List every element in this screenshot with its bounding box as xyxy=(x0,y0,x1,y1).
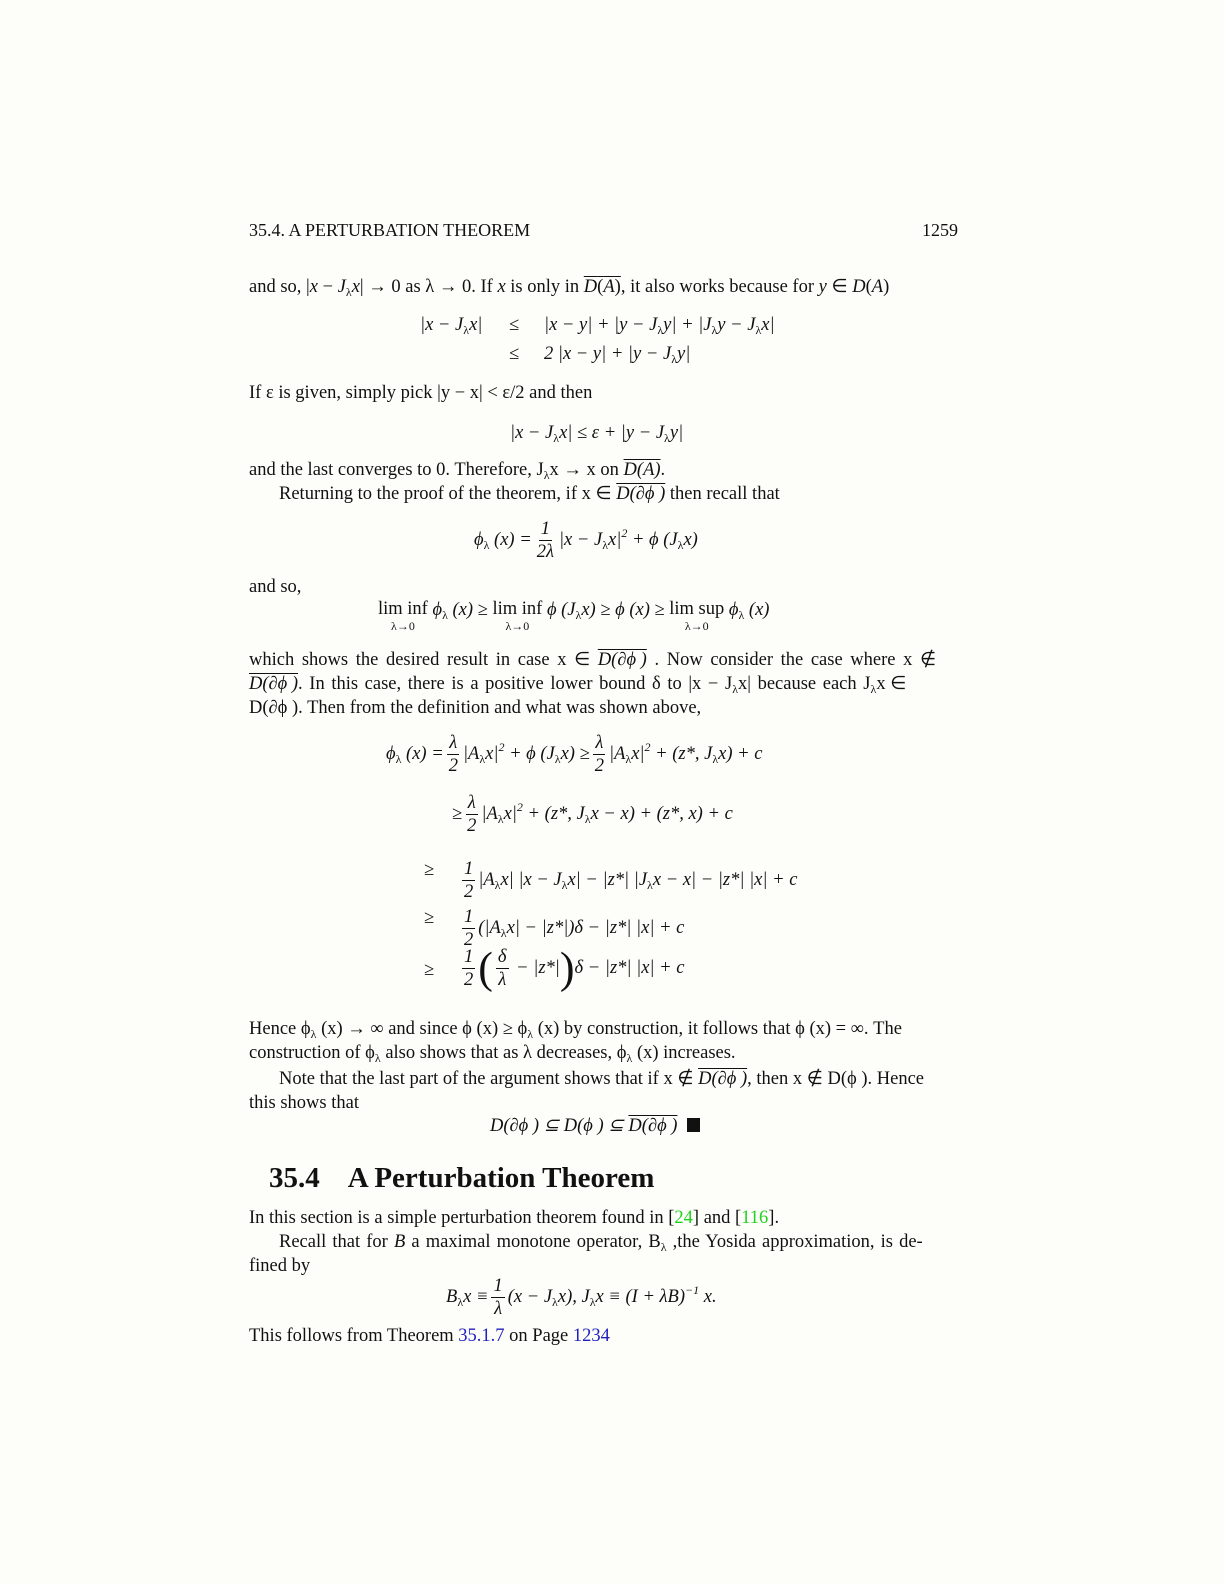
follows-line xyxy=(249,1324,610,1348)
text: which shows the desired result in case x ∈ xyxy=(249,650,598,670)
text: a maximal monotone operator, B xyxy=(405,1232,661,1252)
subscript: λ xyxy=(500,925,507,940)
text: then recall that xyxy=(665,484,780,504)
eq1-rhs-2 xyxy=(544,342,690,371)
math: x ≡ xyxy=(463,1286,489,1307)
paragraph-6-line-3: D(∂ϕ ). Then from the definition and what was shown above, xyxy=(249,698,702,718)
math: y| xyxy=(677,344,691,364)
math: |A xyxy=(478,869,495,890)
citation-link-24[interactable]: 24 xyxy=(674,1208,693,1228)
eq1-rel-2: ≤ xyxy=(509,344,520,364)
subscript: λ xyxy=(345,285,352,299)
text: , then x ∉ D(ϕ ). Hence xyxy=(747,1069,925,1089)
closure-D-dphi: D(∂ϕ ) xyxy=(698,1069,748,1089)
math: + (z*, J xyxy=(650,743,713,764)
math: |x − J xyxy=(510,423,554,443)
subscript: λ xyxy=(552,1294,558,1309)
math: ϕ xyxy=(474,529,484,550)
text: Hence ϕ xyxy=(249,1019,311,1039)
numerator: λ xyxy=(467,793,476,813)
numerator: δ xyxy=(497,947,507,967)
text: on Page xyxy=(504,1326,573,1346)
operator: lim inf xyxy=(492,599,543,619)
eq5-line-5-rel: ≥ xyxy=(424,960,435,980)
math: x) ≥ ϕ (x) ≥ xyxy=(581,600,670,620)
math: |x − J xyxy=(558,529,603,550)
numerator: 1 xyxy=(540,519,550,539)
text: and the last converges to 0. Therefore, J xyxy=(249,460,544,480)
subscript: λ xyxy=(497,811,504,826)
text: This follows from Theorem xyxy=(249,1326,459,1346)
section-title: A Perturbation Theorem xyxy=(347,1162,655,1194)
math: y| xyxy=(669,423,684,443)
denominator: 2 xyxy=(464,970,474,990)
superscript: 2 xyxy=(516,799,523,814)
liminf-2 xyxy=(492,598,542,632)
var: x xyxy=(309,277,318,297)
paragraph-1 xyxy=(249,275,889,304)
closure-D-dphi: D(∂ϕ ) xyxy=(616,484,666,504)
text: ) xyxy=(614,277,621,297)
text: ) xyxy=(883,277,890,297)
right-paren: ) xyxy=(559,943,575,993)
math: B xyxy=(446,1286,458,1307)
numerator: 1 xyxy=(464,947,474,967)
subscript: λ xyxy=(494,877,501,892)
numerator: 1 xyxy=(464,859,474,879)
text: (x) by construction, it follows that ϕ (x) = ∞. The xyxy=(533,1019,902,1039)
text: − xyxy=(317,277,338,297)
fraction xyxy=(593,732,606,777)
closure-D-A xyxy=(584,277,621,297)
text: ∈ xyxy=(826,277,853,297)
page-number: 1259 xyxy=(922,220,958,240)
var: y xyxy=(818,277,827,297)
subscript: λ xyxy=(374,1051,381,1065)
subscript: λ xyxy=(647,877,653,892)
eq5-line-5 xyxy=(459,943,685,993)
text: x| because each J xyxy=(738,674,871,694)
subscript: λ xyxy=(671,352,678,366)
math: δ − |z*| |x| + c xyxy=(574,957,685,978)
subscript: λ xyxy=(527,1027,534,1041)
math: ϕ (J xyxy=(546,600,576,620)
subscript: λ xyxy=(660,1240,667,1254)
math: x| xyxy=(469,315,483,335)
math: x) ≥ xyxy=(560,743,590,764)
eq5-line-1 xyxy=(386,732,762,777)
paragraph-8-line-2: this shows that xyxy=(249,1093,359,1113)
math: + ϕ (J xyxy=(627,529,678,550)
subscript: λ xyxy=(625,751,632,766)
closure-D-dphi: D(∂ϕ ) xyxy=(597,650,647,670)
subscript: λ xyxy=(870,682,877,696)
math: x| xyxy=(485,743,499,764)
text: construction of ϕ xyxy=(249,1043,375,1063)
subscript: λ xyxy=(657,323,664,337)
denominator: λ xyxy=(498,970,507,990)
operator: lim sup xyxy=(669,599,725,619)
recall-line-2: fined by xyxy=(249,1256,311,1276)
eq7 xyxy=(446,1275,717,1320)
denominator: 2 xyxy=(464,882,474,902)
math: y − J xyxy=(717,315,756,335)
var: B xyxy=(393,1232,406,1252)
text: ( xyxy=(865,277,872,297)
superscript: −1 xyxy=(685,1282,700,1297)
subscript: λ xyxy=(677,537,684,552)
math: x − x) + (z*, x) + c xyxy=(590,803,733,824)
qed-square-icon xyxy=(687,1118,700,1132)
fraction xyxy=(465,792,478,837)
math: |x − y| + |y − J xyxy=(544,315,658,335)
math: x ≡ (I + λB) xyxy=(595,1286,686,1307)
var: D xyxy=(583,277,598,297)
math: |A xyxy=(609,743,626,764)
fraction xyxy=(535,518,556,563)
subscript: λ xyxy=(543,468,550,482)
section-heading xyxy=(269,1161,654,1195)
var: A xyxy=(871,277,884,297)
relation: ≥ xyxy=(452,803,463,824)
math: x| − |z*|)δ − |z*| |x| + c xyxy=(506,917,685,938)
math: x. xyxy=(699,1286,717,1307)
superscript: 2 xyxy=(621,525,628,540)
math: (x) xyxy=(744,600,770,620)
limit-subscript: λ→0 xyxy=(684,619,709,633)
math: x| xyxy=(608,529,622,550)
liminf-1 xyxy=(378,598,428,632)
superscript: 2 xyxy=(644,739,651,754)
fraction xyxy=(462,946,475,991)
text: and so, | xyxy=(249,277,310,297)
math: |A xyxy=(462,743,480,764)
denominator: 2 xyxy=(464,930,474,950)
text: ] and [ xyxy=(692,1208,742,1228)
paragraph-5: and so, xyxy=(249,577,302,597)
text: x ∈ xyxy=(876,674,907,694)
subscript: λ xyxy=(589,1294,596,1309)
eq4 xyxy=(378,598,769,632)
subscript: λ xyxy=(442,608,448,622)
subscript: λ xyxy=(479,751,486,766)
eq5-line-3-rel: ≥ xyxy=(424,860,435,880)
closure-D-dphi: D(∂ϕ ) xyxy=(628,1116,678,1136)
text: . Now consider the case where x ∉ xyxy=(646,650,937,670)
text: Note that the last part of the argument shows that if x ∉ xyxy=(279,1069,699,1089)
text: (x) → ∞ and since ϕ (x) ≥ ϕ xyxy=(316,1019,528,1039)
subscript: λ xyxy=(738,608,745,622)
recall-line-1 xyxy=(279,1230,923,1259)
denominator: 2λ xyxy=(536,542,554,562)
section-intro xyxy=(249,1206,779,1230)
math: + ϕ (J xyxy=(504,743,555,764)
math: (x) ≥ xyxy=(447,600,493,620)
text: ,the Yosida approximation, is de- xyxy=(666,1232,923,1252)
var: x xyxy=(497,277,506,297)
paragraph-8-line-1 xyxy=(279,1067,924,1091)
subscript: λ xyxy=(457,1294,464,1309)
denominator: 2 xyxy=(594,756,604,776)
text: ( xyxy=(597,277,604,297)
var: D xyxy=(852,277,866,297)
math: (x) = xyxy=(401,743,444,764)
citation-link-116[interactable]: 116 xyxy=(741,1208,769,1228)
subscript: λ xyxy=(602,537,609,552)
fraction xyxy=(462,906,475,951)
denominator: λ xyxy=(494,1299,503,1319)
eq1-rhs-1 xyxy=(544,313,775,342)
subscript: λ xyxy=(732,682,739,696)
eq2 xyxy=(510,421,683,450)
superscript: 2 xyxy=(498,739,505,754)
numerator: λ xyxy=(595,733,604,753)
subscript: λ xyxy=(483,537,490,552)
math: 2 |x − y| + |y − J xyxy=(544,344,672,364)
math: x| xyxy=(631,743,645,764)
subscript: λ xyxy=(712,751,719,766)
limit-subscript: λ→0 xyxy=(391,619,415,633)
theorem-link[interactable]: 35.1.7 xyxy=(458,1326,505,1346)
paragraph-7-line-2 xyxy=(249,1041,736,1070)
fraction xyxy=(496,946,509,991)
math: − |z*| xyxy=(511,957,560,978)
section-number: 35.4 xyxy=(269,1162,320,1194)
math: x| |x − J xyxy=(500,869,562,890)
subscript: λ xyxy=(584,811,591,826)
subscript: λ xyxy=(395,751,402,766)
subscript: λ xyxy=(575,608,582,622)
math: x| xyxy=(761,315,775,335)
math: ϕ xyxy=(432,600,443,620)
math: (x) = xyxy=(489,529,532,550)
paragraph-6-line-1 xyxy=(249,648,962,672)
closure-D-A: D(A) xyxy=(623,460,661,480)
math: x − x| − |z*| |x| + c xyxy=(652,869,798,890)
numerator: 1 xyxy=(464,907,474,927)
eq1-lhs xyxy=(420,313,482,342)
text: ]. xyxy=(768,1208,780,1228)
text: . xyxy=(660,460,666,480)
text: Returning to the proof of the theorem, if x ∈ xyxy=(279,484,617,504)
math: y| + |J xyxy=(663,315,712,335)
subscript: λ xyxy=(310,1027,317,1041)
subscript: λ xyxy=(561,877,568,892)
var: x xyxy=(351,277,360,297)
denominator: 2 xyxy=(467,816,477,836)
limsup xyxy=(669,598,724,632)
var: J xyxy=(337,277,346,297)
operator: lim inf xyxy=(378,599,428,619)
math: x| xyxy=(503,803,517,824)
eq3 xyxy=(474,518,698,563)
running-header-section: 35.4. A PERTURBATION THEOREM xyxy=(249,220,531,240)
fraction xyxy=(447,732,460,777)
text: also shows that as λ decreases, ϕ xyxy=(380,1043,627,1063)
text: . In this case, there is a positive lower bound δ to |x − J xyxy=(298,674,733,694)
denominator: 2 xyxy=(448,756,458,776)
math: |A xyxy=(481,803,498,824)
math: x), J xyxy=(557,1286,590,1307)
limit-subscript: λ→0 xyxy=(505,619,530,633)
numerator: 1 xyxy=(493,1276,503,1296)
fraction xyxy=(491,1275,504,1320)
math: x) xyxy=(683,529,698,550)
eq5-line-4-rel: ≥ xyxy=(424,908,435,928)
subscript: λ xyxy=(463,323,470,337)
math: x| − |z*| |J xyxy=(567,869,648,890)
math: (|A xyxy=(478,917,501,938)
eq5-line-3 xyxy=(459,858,797,903)
page-link[interactable]: 1234 xyxy=(572,1326,610,1346)
numerator: λ xyxy=(449,733,458,753)
text: In this section is a simple perturbation theorem found in [ xyxy=(249,1208,675,1228)
left-paren: ( xyxy=(478,943,493,993)
math: ϕ xyxy=(728,600,739,620)
eq1-rel-1: ≤ xyxy=(509,315,520,335)
text: | → 0 as λ → 0. If xyxy=(359,277,498,297)
eq5-line-2 xyxy=(452,792,733,837)
subscript: λ xyxy=(755,323,762,337)
math: (x − J xyxy=(507,1286,553,1307)
subscript: λ xyxy=(664,431,670,445)
text: , it also works because for xyxy=(620,277,819,297)
subscript: λ xyxy=(553,431,560,445)
math: |x − J xyxy=(420,315,464,335)
subscript: λ xyxy=(626,1051,633,1065)
text: is only in xyxy=(505,277,584,297)
fraction xyxy=(462,858,475,903)
text: (x) increases. xyxy=(632,1043,736,1063)
eq6 xyxy=(490,1114,700,1138)
math: D(∂ϕ ) ⊆ D(ϕ ) ⊆ xyxy=(490,1116,629,1136)
math: + (z*, J xyxy=(522,803,585,824)
var: A xyxy=(603,277,615,297)
text: Recall that for xyxy=(279,1232,394,1252)
paragraph-4 xyxy=(279,482,780,506)
math: x| ≤ ε + |y − J xyxy=(559,423,665,443)
closure-D-dphi: D(∂ϕ ) xyxy=(249,674,299,694)
subscript: λ xyxy=(554,751,561,766)
paragraph-2: If ε is given, simply pick |y − x| < ε/2 and then xyxy=(249,383,593,403)
math: ϕ xyxy=(386,743,396,764)
math: x) + c xyxy=(718,743,763,764)
text: x → x on xyxy=(549,460,624,480)
subscript: λ xyxy=(711,323,718,337)
